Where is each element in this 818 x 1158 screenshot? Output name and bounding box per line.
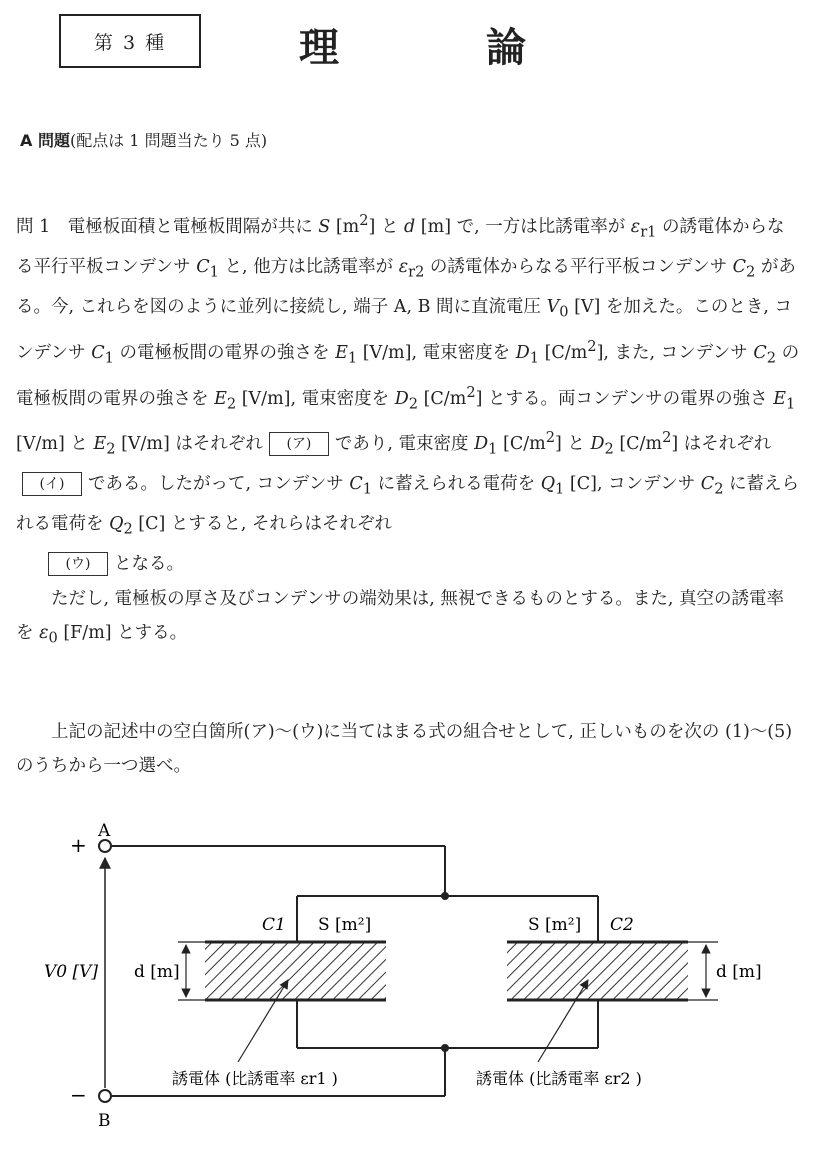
- gap-label-2: d [m]: [716, 962, 762, 982]
- terminal-a-icon: [99, 840, 111, 852]
- voltage-label: V0 [V]: [44, 962, 99, 982]
- minus-sign: −: [70, 1083, 87, 1107]
- gap-label-1: d [m]: [134, 962, 180, 982]
- subject-char-1: 理: [299, 25, 339, 71]
- subject-char-2: 論: [486, 25, 526, 71]
- dielectric-label-1: 誘電体 (比誘電率 εr1 ): [172, 1069, 338, 1088]
- area-label-1: S [m²]: [318, 915, 372, 935]
- section-heading: [20, 128, 267, 151]
- instruction: 上記の記述中の空白箇所(ア)～(ウ)に当てはまる式の組合せとして, 正しいものを次の (1)～(5) のうちから一つ選べ。: [16, 721, 793, 776]
- c2-label: C2: [610, 915, 634, 935]
- circuit-diagram: [0, 810, 818, 1158]
- dielectric-label-2: 誘電体 (比誘電率 εr2 ): [476, 1069, 642, 1088]
- question-number: 問 1: [16, 216, 51, 237]
- plus-sign: +: [70, 833, 87, 857]
- terminal-a-label: A: [98, 821, 111, 841]
- grade-box: 第 3 種: [59, 14, 201, 68]
- question-body: 問 1 電極板面積と電極板間隔が共に S $[m^2]$ と d [m] で, 一方は比誘電率が $\varepsilon_{r1}$ の誘電体からなる平行平板コンデンサ $C_1$ と, 他方は比誘電率が $\varepsilon_{r2}$ の誘電体からなる平行平板コンデンサ $C_2$ がある。今, これらを図のように並列に接続し, 端子 A, B 間に直流電圧 $V_0$ [V] を加えた。このとき, コンデンサ $C_1$ の電極板間の電界の強さを $E_1$ [V/m], 電束密度を $D_1$ $[C/m^2]$, また, コンデンサ $C_2$ の電極板間の電界の強さを $E_2$ [V/m], 電束密度を $D_2$ $[C/m^2]$ とする。両コンデンサの電界の強さ $E_1$ [V/m] と $E_2$ [V/m] はそれぞれ (ア) であり, 電束密度 $D_1$ $[C/m^2]$ と $D_2$ $[C/m^2]$ はそれぞれ(イ) である。したがって, コンデンサ $C_1$ に蓄えられる電荷を $Q_1$ [C], コンデンサ $C_2$ に蓄えられる電荷を $Q_2$ [C] とすると, それらはそれぞれ (ウ) となる。 ただし, 電極板の厚さ及びコンデンサの端効果は, 無視できるものとする。また, 真空の誘電率を $\varepsilon_0$ [F/m] とする。: [16, 212, 800, 647]
- blank-i: (イ): [22, 472, 82, 496]
- area-label-2: S [m²]: [528, 915, 582, 935]
- terminal-b-label: B: [98, 1111, 111, 1131]
- section-note: (配点は 1 問題当たり 5 点): [69, 131, 268, 150]
- dielectric-c2: [507, 943, 688, 999]
- terminal-b-icon: [99, 1090, 111, 1102]
- section-label: A 問題: [20, 131, 70, 150]
- blank-u: (ウ): [48, 552, 108, 576]
- dielectric-c1: [205, 943, 386, 999]
- blank-a: (ア): [269, 432, 329, 456]
- c1-label: C1: [262, 915, 286, 935]
